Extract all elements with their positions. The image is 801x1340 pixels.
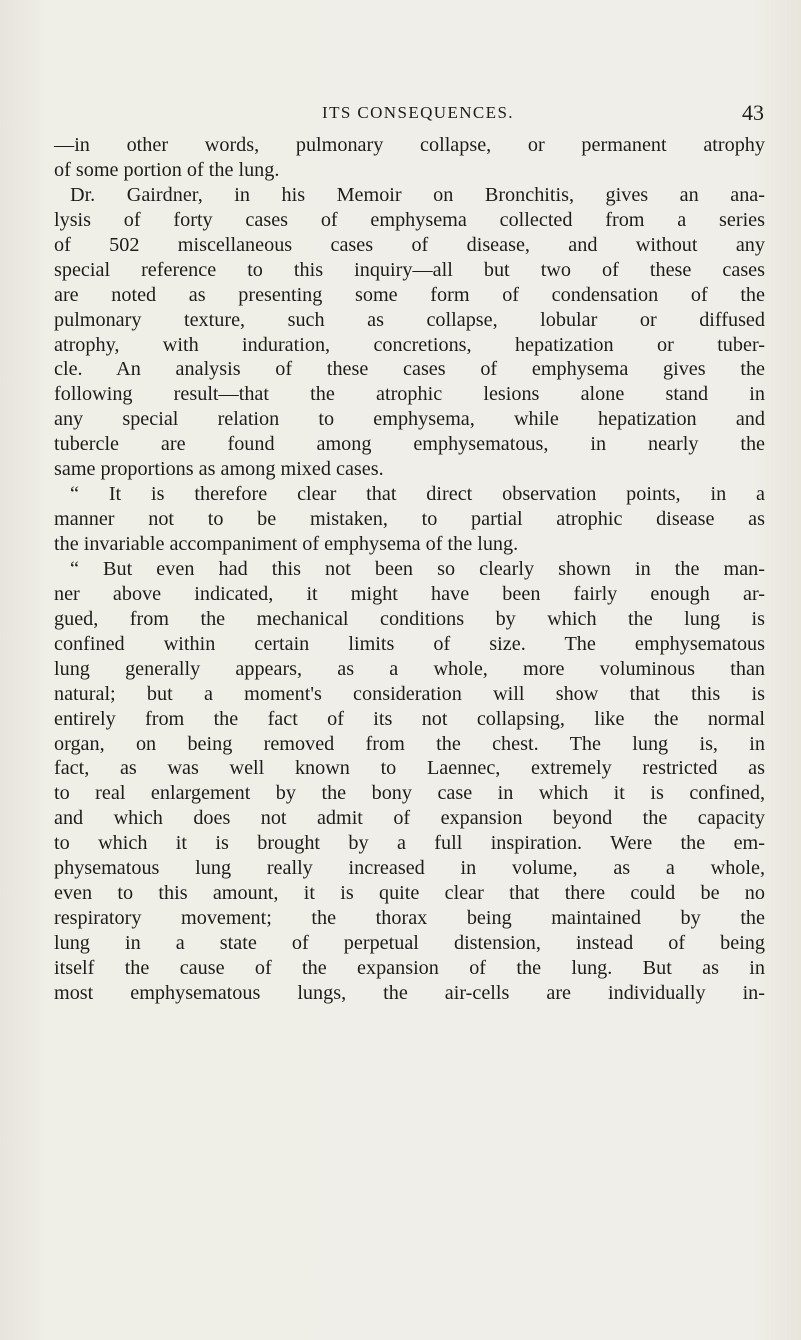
text-line: organ, on being removed from the chest. The lung is, in <box>54 732 765 755</box>
text-line: manner not to be mistaken, to partial atrophic disease as <box>54 508 765 531</box>
text-line: ner above indicated, it might have been fairly enough ar- <box>54 582 765 605</box>
text-line: lung generally appears, as a whole, more voluminous than <box>54 657 765 680</box>
running-head <box>48 98 768 128</box>
text-line: to real enlargement by the bony case in which it is confined, <box>54 782 765 805</box>
text-line: “ It is therefore clear that direct observation points, in a <box>70 483 765 506</box>
text-line: following result—that the atrophic lesions alone stand in <box>54 383 765 406</box>
text-line: same proportions as among mixed cases. <box>54 458 384 481</box>
text-line: cle. An analysis of these cases of emphysema gives the <box>54 358 765 381</box>
text-line: tubercle are found among emphysematous, in nearly the <box>54 433 765 456</box>
text-line: any special relation to emphysema, while hepatization and <box>54 408 765 431</box>
text-line: gued, from the mechanical conditions by which the lung is <box>54 607 765 630</box>
text-line: special reference to this inquiry—all but two of these cases <box>54 258 765 281</box>
text-line: most emphysematous lungs, the air-cells are individually in- <box>54 981 765 1004</box>
text-line: and which does not admit of expansion beyond the capacity <box>54 807 765 830</box>
page-number: 43 <box>742 100 764 125</box>
text-line: physematous lung really increased in volume, as a whole, <box>54 857 765 880</box>
text-line: lung in a state of perpetual distension, instead of being <box>54 932 765 954</box>
body-text <box>54 133 765 1006</box>
text-line: Dr. Gairdner, in his Memoir on Bronchitis, gives an ana- <box>70 183 765 206</box>
text-line: natural; but a moment's consideration will show that this is <box>54 682 765 705</box>
text-line: entirely from the fact of its not collapsing, like the normal <box>54 707 765 730</box>
running-title: ITS CONSEQUENCES. <box>322 103 514 122</box>
text-line: itself the cause of the expansion of the lung. But as in <box>54 956 765 979</box>
text-line: are noted as presenting some form of condensation of the <box>54 283 765 306</box>
text-line: “ But even had this not been so clearly shown in the man- <box>70 557 765 580</box>
text-line: of 502 miscellaneous cases of disease, and without any <box>54 233 765 256</box>
text-line: to which it is brought by a full inspiration. Were the em- <box>54 832 765 855</box>
text-line: atrophy, with induration, concretions, hepatization or tuber- <box>54 333 765 356</box>
text-line: —in other words, pulmonary collapse, or permanent atrophy <box>54 134 765 156</box>
text-line: lysis of forty cases of emphysema collected from a series <box>54 208 765 231</box>
text-line: respiratory movement; the thorax being maintained by the <box>54 907 765 930</box>
text-line: confined within certain limits of size. The emphysematous <box>54 632 765 655</box>
text-line: fact, as was well known to Laennec, extremely restricted as <box>54 757 765 780</box>
text-line: pulmonary texture, such as collapse, lobular or diffused <box>54 308 765 331</box>
text-line: of some portion of the lung. <box>54 158 280 181</box>
text-line: the invariable accompaniment of emphysema of the lung. <box>54 533 519 555</box>
text-line: even to this amount, it is quite clear that there could be no <box>54 882 765 905</box>
